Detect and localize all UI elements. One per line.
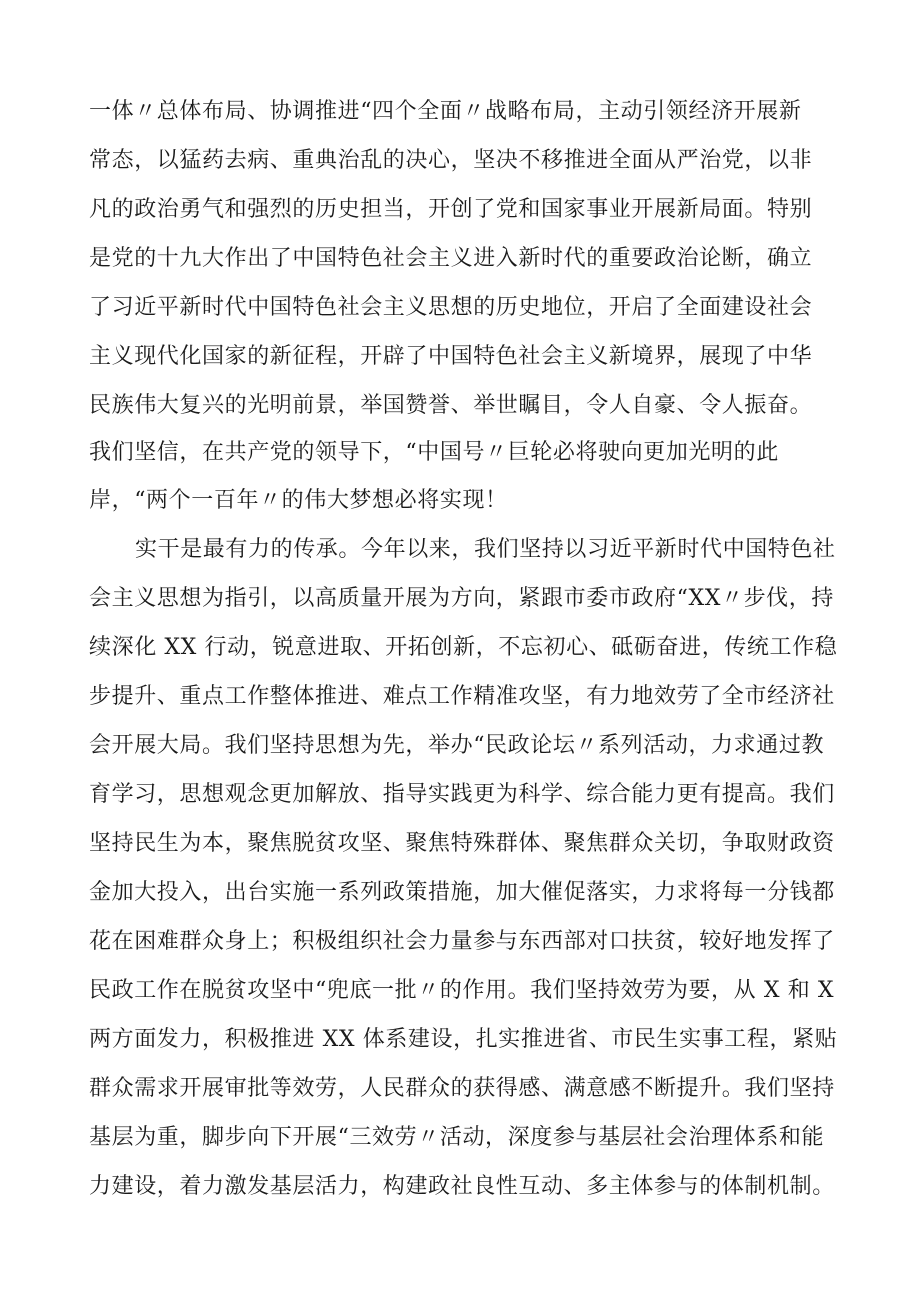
text-line: 群众需求开展审批等效劳，人民群众的获得感、满意感不断提升。我们坚持 xyxy=(89,1076,835,1101)
text-line: 我们坚信，在共产党的领导下，“中国号〃巨轮必将驶向更加光明的此 xyxy=(89,440,779,465)
text-line: 了习近平新时代中国特色社会主义思想的历史地位，开启了全面建设社会 xyxy=(89,295,813,320)
text-line: 续深化 XX 行动，锐意进取、开拓创新，不忘初心、砥砺奋进，传统工作稳 xyxy=(89,635,838,660)
text-line: 凡的政治勇气和强烈的历史担当，开创了党和国家事业开展新局面。特别 xyxy=(89,197,813,222)
text-line: 会主义思想为指引，以高质量开展为方向，紧跟市委市政府“XX〃步伐，持 xyxy=(89,586,834,611)
text-line: 主义现代化国家的新征程，开辟了中国特色社会主义新境界，展现了中华 xyxy=(89,344,813,369)
text-line: 育学习，思想观念更加解放、指导实践更为科学、综合能力更有提高。我们 xyxy=(89,782,835,807)
text-line: 民族伟大复兴的光明前景，举国赞誉、举世瞩目，令人自豪、令人振奋。 xyxy=(89,393,813,418)
text-line: 金加大投入，出台实施一系列政策措施，加大催促落实，力求将每一分钱都 xyxy=(89,880,835,905)
text-line: 民政工作在脱贫攻坚中“兜底一批〃的作用。我们坚持效劳为要，从 X 和 X xyxy=(89,978,835,1003)
text-line: 是党的十九大作出了中国特色社会主义进入新时代的重要政治论断，确立 xyxy=(89,246,813,271)
text-line: 两方面发力，积极推进 XX 体系建设，扎实推进省、市民生实事工程，紧贴 xyxy=(89,1027,838,1052)
text-line: 常态，以猛药去病、重典治乱的决心，坚决不移推进全面从严治党，以非 xyxy=(89,148,813,173)
text-line: 实干是最有力的传承。今年以来，我们坚持以习近平新时代中国特色社 xyxy=(135,537,836,562)
text-line: 岸，“两个一百年〃的伟大梦想必将实现！ xyxy=(89,488,508,513)
text-line: 力建设，着力激发基层活力，构建政社良性互动、多主体参与的体制机制。 xyxy=(89,1174,835,1199)
text-line: 会开展大局。我们坚持思想为先，举办“民政论坛〃系列活动，力求通过教 xyxy=(89,733,825,758)
text-line: 步提升、重点工作整体推进、难点工作精准攻坚，有力地效劳了全市经济社 xyxy=(89,684,835,709)
text-line: 坚持民生为本，聚焦脱贫攻坚、聚焦特殊群体、聚焦群众关切，争取财政资 xyxy=(89,831,835,856)
text-line: 花在困难群众身上；积极组织社会力量参与东西部对口扶贫，较好地发挥了 xyxy=(89,929,835,954)
text-line: 一体〃总体布局、协调推进“四个全面〃战略布局，主动引领经济开展新 xyxy=(89,99,802,124)
text-line: 基层为重，脚步向下开展“三效劳〃活动，深度参与基层社会治理体系和能 xyxy=(89,1125,825,1150)
